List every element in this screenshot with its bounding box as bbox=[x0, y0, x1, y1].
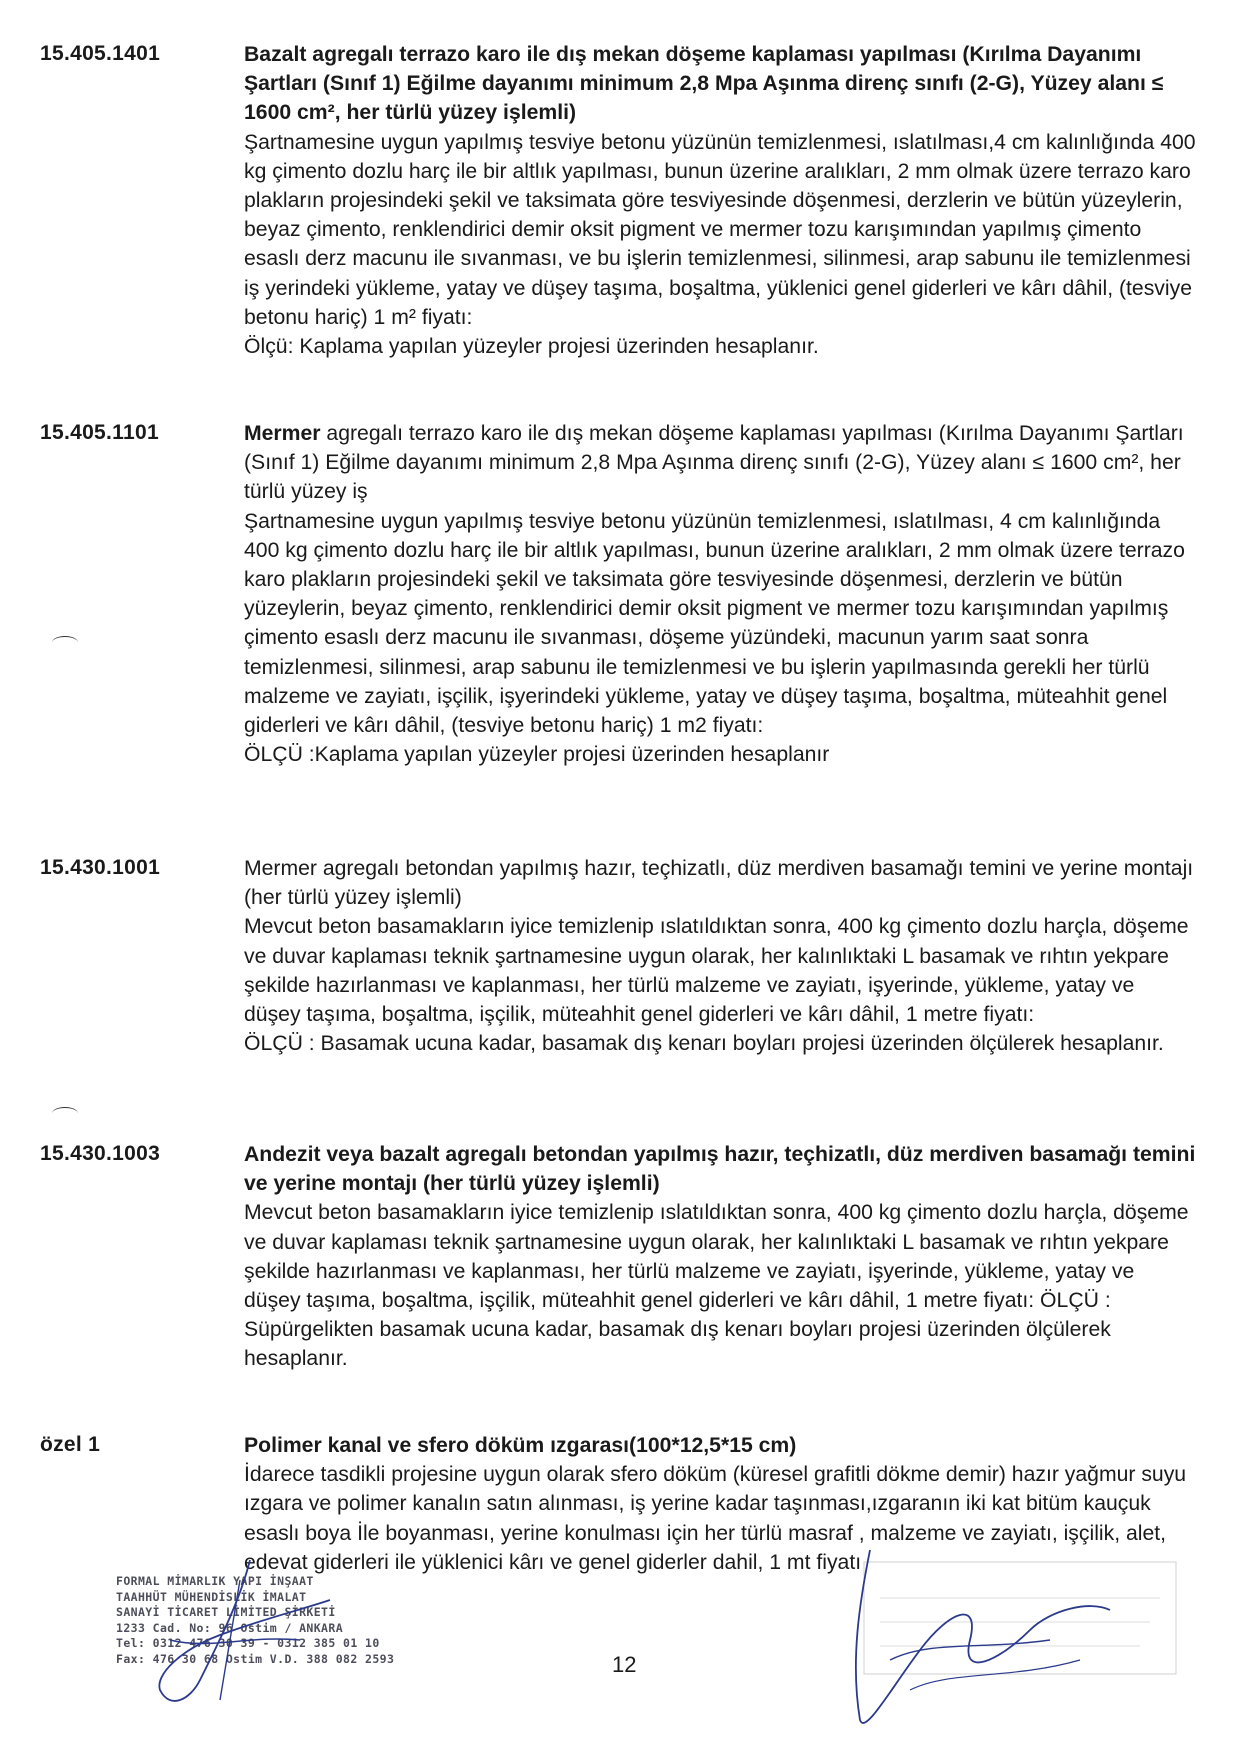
stamp-line: Tel: 0312 476 30 39 - 0312 385 01 10 bbox=[116, 1636, 380, 1651]
item-description: Şartnamesine uygun yapılmış tesviye betonu yüzünün temizlenmesi, ıslatılması,4 cm kalınlığında 400 kg çimento dozlu harç ile bir altlık yapılması, bunun üzerine aralıkları, 2 mm olmak üzere terrazo karo plakların projesindeki şekil ve taksimata göre tesviyesinde döşenmesi, derzlerin ve bütün yüzeylerin, beyaz çimento, renklendirici demir oksit pigment ve mermer tozu karışımından yapılmış çimento esaslı derz macunu ile sıvanması, ve bu işlerin temizlenmesi, silinmesi, arap sabunu ile temizlenmesi iş yerindeki yükleme, yatay ve düşey taşıma, boşaltma, yüklenici genel giderleri ve kârı dâhil, (tesviye betonu hariç) 1 m² fiyatı: bbox=[244, 130, 1196, 329]
stamp-line: FORMAL MİMARLIK YAPI İNŞAAT bbox=[116, 1574, 314, 1588]
item-title: Mermer agregalı betondan yapılmış hazır, teçhizatlı, düz merdiven basamağı temini ve yerine montajı (her türlü yüzey işlemli) bbox=[244, 857, 1194, 910]
item-measure: ÖLÇÜ :Kaplama yapılan yüzeyler projesi üzerinden hesaplanır bbox=[244, 743, 830, 767]
item-title: Andezit veya bazalt agregalı betondan yapılmış hazır, teçhizatlı, düz merdiven basamağı temini ve yerine montajı (her türlü yüzey işlemli) bbox=[244, 1143, 1196, 1196]
item-description: Mevcut beton basamakların iyice temizlenip ıslatıldıktan sonra, 400 kg çimento dozlu harçla, döşeme ve duvar kaplaması teknik şartnamesine uygun olarak, her kalınlıktaki L basamak ve rıhtın yekpare şekilde hazırlanması ve kaplanması, her türlü malzeme ve zayiatı, işyerinde, yükleme, yatay ve düşey taşıma, boşaltma, işçilik, müteahhit genel giderleri ve kârı dâhil, 1 metre fiyatı: bbox=[244, 915, 1189, 1027]
margin-mark bbox=[52, 1107, 78, 1120]
item-body bbox=[244, 40, 1196, 361]
stamp-line: 1233 Cad. No: 96 Ostim / ANKARA bbox=[116, 1620, 344, 1635]
item-measure: ÖLÇÜ : Basamak ucuna kadar, basamak dış kenarı boyları projesi üzerinden ölçülerek hesaplanır. bbox=[244, 1032, 1164, 1056]
page-number: 12 bbox=[612, 1652, 637, 1677]
item-title: Polimer kanal ve sfero döküm ızgarası(100*12,5*15 cm) bbox=[244, 1434, 797, 1457]
item-title-rest: agregalı terrazo karo ile dış mekan döşeme kaplaması yapılması (Kırılma Dayanımı Şartları (Sınıf 1) Eğilme dayanımı minimum 2,8 Mpa Aşınma direnç sınıfı (2-G), Yüzey alanı ≤ 1600 cm², her türlü yüzey iş bbox=[244, 422, 1184, 504]
item-measure: Ölçü: Kaplama yapılan yüzeyler projesi üzerinden hesaplanır. bbox=[244, 335, 819, 359]
item-code: 15.430.1001 bbox=[40, 856, 161, 879]
item-body bbox=[244, 1431, 1196, 1577]
item-title: Bazalt agregalı terrazo karo ile dış mekan döşeme kaplaması yapılması (Kırılma Dayanımı Şartları (Sınıf 1) Eğilme dayanımı minimum 2,8 Mpa Aşınma direnç sınıfı (2-G), Yüzey alanı ≤ 1600 cm², her türlü yüzey işlemli) bbox=[244, 43, 1164, 125]
item-body bbox=[244, 419, 1196, 769]
faded-stamp bbox=[860, 1558, 1180, 1678]
faded-stamp-mark bbox=[860, 1558, 1180, 1678]
item-description: Mevcut beton basamakların iyice temizlenip ıslatıldıktan sonra, 400 kg çimento dozlu harçla, döşeme ve duvar kaplaması teknik şartnamesine uygun olarak, her kalınlıktaki L basamak ve rıhtın yekpare şekilde hazırlanması ve kaplanması, her türlü malzeme ve zayiatı, işyerinde, yükleme, yatay ve düşey taşıma, boşaltma, işçilik, müteahhit genel giderleri ve kârı dâhil, 1 metre fiyatı: ÖLÇÜ : Süpürgelikten basamak ucuna kadar, basamak dış kenarı boyları projesi üzerinden ölçülerek hesaplanır. bbox=[244, 1201, 1189, 1371]
item-code: 15.430.1003 bbox=[40, 1142, 161, 1165]
item-code: özel 1 bbox=[40, 1433, 101, 1456]
item-code: 15.405.1101 bbox=[40, 421, 159, 444]
item-description: Şartnamesine uygun yapılmış tesviye betonu yüzünün temizlenmesi, ıslatılması, 4 cm kalınlığında 400 kg çimento dozlu harç ile bir altlık yapılması, bunun üzerine aralıkları, 2 mm olmak üzere terrazo karo plakların projesindeki şekil ve taksimata göre tesviyesinde döşenmesi, derzlerin ve bütün yüzeylerin, beyaz çimento, renklendirici demir oksit pigment ve mermer tozu karışımından yapılmış çimento esaslı derz macunu ile sıvanması, döşeme yüzündeki, macunun yarım saat sonra temizlenmesi, silinmesi, arap sabunu ile temizlenmesi ve bu işlerin yapılmasında gerekli her türlü malzeme ve zayiatı, işçilik, işyerindeki yükleme, yatay ve düşey taşıma, boşaltma, müteahhit genel giderleri ve kârı dâhil, (tesviye betonu hariç) 1 m2 fiyatı: bbox=[244, 509, 1185, 738]
stamp-line: TAAHHÜT MÜHENDİSLİK İMALAT bbox=[116, 1589, 307, 1604]
stamp-line: SANAYİ TİCARET LİMİTED ŞİRKETİ bbox=[116, 1605, 336, 1620]
item-title bbox=[244, 419, 1196, 507]
margin-mark bbox=[52, 636, 78, 649]
item-body bbox=[244, 1140, 1196, 1374]
item-title-lead: Mermer bbox=[244, 422, 321, 445]
item-code: 15.405.1401 bbox=[40, 42, 161, 65]
item-body bbox=[244, 854, 1196, 1058]
company-stamp bbox=[116, 1574, 406, 1668]
stamp-line: Fax: 476 30 68 Ostim V.D. 388 082 2593 bbox=[116, 1651, 395, 1666]
item-description: İdarece tasdikli projesine uygun olarak sfero döküm (küresel grafitli dökme demir) hazır yağmur suyu ızgara ve polimer kanalın satın alınması, iş yerine kadar taşınması,ızgaranın iki kat bitüm kauçuk esaslı boya İle boyanması, yerine konulması için her türlü masraf , malzeme ve zayiatı, işçilik, alet, edevat giderleri ile yüklenici kârı ve genel giderler dahil, 1 mt fiyatı bbox=[244, 1463, 1187, 1574]
